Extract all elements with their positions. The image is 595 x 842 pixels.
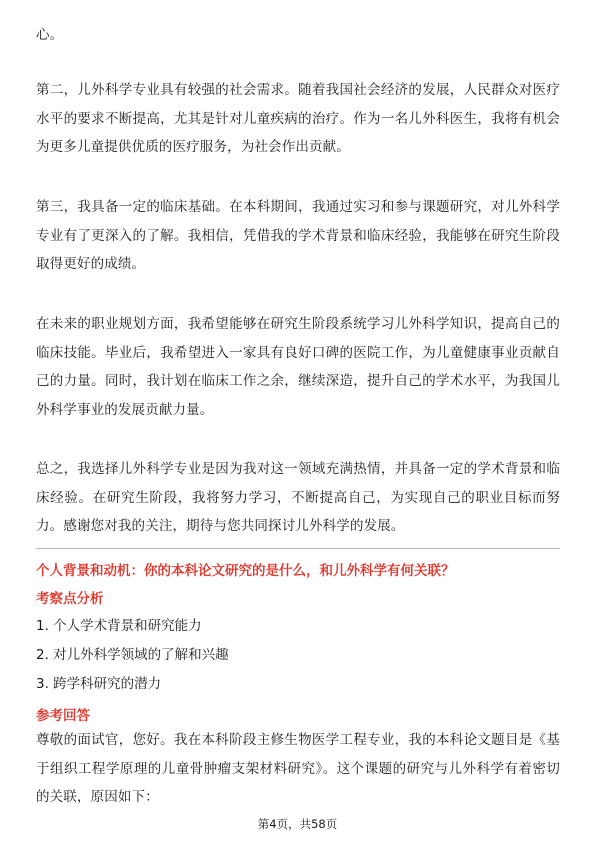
page-number-footer: 第4页，共58页 bbox=[257, 817, 338, 831]
body-paragraph-continuation: 心。 bbox=[36, 27, 64, 43]
section-divider bbox=[36, 548, 560, 549]
question-title: 个人背景和动机：你的本科论文研究的是什么，和儿外科学有何关联？ bbox=[36, 563, 455, 579]
body-paragraph-conclusion: 总之，我选择儿外科学专业是因为我对这一领域充满热情，并具备一定的学术背景和临床经验。在研究生阶段，我将努力学习，不断提高自己，为实现自己的职业目标而努力。感谢您对我的关注，期待与您共同探讨儿外科学的发展。 bbox=[36, 461, 560, 534]
answer-paragraph: 尊敬的面试官，您好。我在本科阶段主修生物医学工程专业，我的本科论文题目是《基于组织工程学原理的儿童骨肿瘤支架材料研究》。这个课题的研究与儿外科学有着密切的关联，原因如下： bbox=[36, 732, 560, 805]
body-paragraph-second-point: 第二，儿外科学专业具有较强的社会需求。随着我国社会经济的发展，人民群众对医疗水平的要求不断提高，尤其是针对儿童疾病的治疗。作为一名儿外科医生，我将有机会为更多儿童提供优质的医疗服务，为社会作出贡献。 bbox=[36, 82, 560, 155]
answer-heading: 参考回答 bbox=[36, 708, 90, 724]
analysis-heading: 考察点分析 bbox=[36, 591, 104, 607]
analysis-point-1: 1. 个人学术背景和研究能力 bbox=[36, 618, 202, 634]
analysis-point-3: 3. 跨学科研究的潜力 bbox=[36, 676, 162, 692]
analysis-point-2: 2. 对儿外科学领域的了解和兴趣 bbox=[36, 647, 229, 663]
body-paragraph-third-point: 第三，我具备一定的临床基础。在本科期间，我通过实习和参与课题研究，对儿外科学专业有了更深入的了解。我相信，凭借我的学术背景和临床经验，我能够在研究生阶段取得更好的成绩。 bbox=[36, 199, 560, 272]
body-paragraph-career-plan: 在未来的职业规划方面，我希望能够在研究生阶段系统学习儿外科学知识，提高自己的临床技能。毕业后，我希望进入一家具有良好口碑的医院工作，为儿童健康事业贡献自己的力量。同时，我计划在临床工作之余，继续深造，提升自己的学术水平，为我国儿外科学事业的发展贡献力量。 bbox=[36, 316, 560, 418]
